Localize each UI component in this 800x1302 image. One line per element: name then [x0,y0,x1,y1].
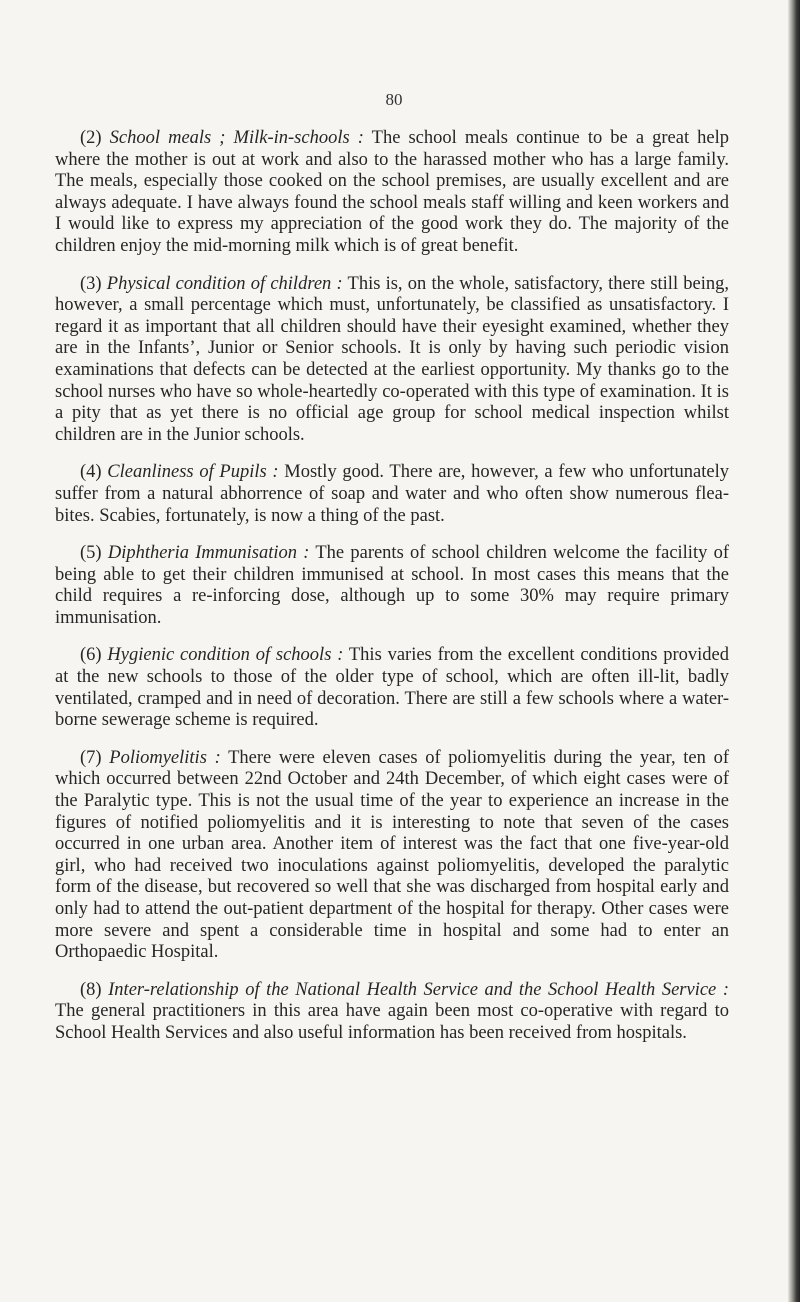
section-heading: Cleanliness of Pupils : [107,462,279,483]
section-heading: Poliomyelitis : [109,747,221,768]
section-body: This is, on the whole, satisfactory, there still being, however, a small percentage which must, unfortunately, be classified as unsatisfactory. I regard it as important that all children should have their eyesight examined, whether they are in the Infants’, Junior or Senior schools. It is only by having such periodic vision examinations that defects can be detected at the earliest opportunity. My thanks go to the school nurses who have so whole-heartedly co-operated with this type of examination. It is a pity that as yet there is no official age group for school medical inspection whilst children are in the Junior schools. [55,273,729,445]
section-number: (8) [80,979,102,1000]
section-heading: Inter-relationship of the National Health Service and the School Health Service : [108,979,729,1000]
section-poliomyelitis [55,748,729,964]
section-number: (3) [80,273,102,294]
section-number: (4) [80,462,102,483]
page-edge-shadow [788,0,800,1302]
page-number: 80 [385,90,403,109]
section-number: (5) [80,543,102,564]
section-diphtheria [55,543,729,629]
section-body: The school meals continue to be a great help where the mother is out at work and also to the harassed mother who has a large family. The meals, especially those cooked on the school premises, are usually excellent and are always adequate. I have always found the school meals staff willing and keen workers and I would like to express my appreciation of the good work they do. The majority of the children enjoy the mid-morning milk which is of great benefit. [55,128,730,256]
section-cleanliness [55,462,729,527]
section-school-meals [55,128,729,258]
section-number: (6) [80,645,102,666]
section-heading: Diphtheria Immunisation : [107,543,310,564]
section-inter-relationship [55,980,729,1045]
section-body: The general practitioners in this area have again been most co-operative with regard to School Health Services and also useful information has been received from hospitals. [55,1001,729,1043]
section-number: (2) [80,128,102,148]
section-hygienic-condition [55,645,729,731]
report-body [55,128,729,1061]
section-body: This varies from the excellent conditions provided at the new schools to those of the older type of school, which are often ill-lit, badly ventilated, cramped and in need of decoration. There are still a few schools where a water-borne sewerage scheme is required. [55,645,730,731]
section-body: There were eleven cases of poliomyelitis during the year, ten of which occurred between 22nd October and 24th December, of which eight cases were of the Paralytic type. This is not the usual time of the year to experience an increase in the figures of notified poliomyelitis and it is interesting to note that seven of the cases occurred in one urban area. Another item of interest was the fact that one five-year-old girl, who had received two inoculations against poliomyelitis, developed the paralytic form of the disease, but recovered so well that she was discharged from hospital early and only had to attend the out-patient department of the hospital for therapy. Other cases were more severe and spent a considerable time in hospital and some had to enter an Orthopaedic Hospital. [55,747,729,963]
section-physical-condition [55,274,729,447]
section-heading: Physical condition of children : [106,273,343,294]
section-body: The parents of school children welcome the facility of being able to get their children immunised at school. In most cases this means that the child requires a re-inforcing dose, although up to some 30% may require primary immunisation. [55,543,729,628]
section-number: (7) [80,747,102,768]
section-body: Mostly good. There are, however, a few who unfortunately suffer from a natural abhorrence of soap and water and who often show numerous flea-bites. Scabies, fortunately, is now a thing of the past. [55,462,729,526]
section-heading: Hygienic condition of schools : [107,645,344,666]
section-heading: School meals ; Milk-in-schools : [109,128,364,148]
